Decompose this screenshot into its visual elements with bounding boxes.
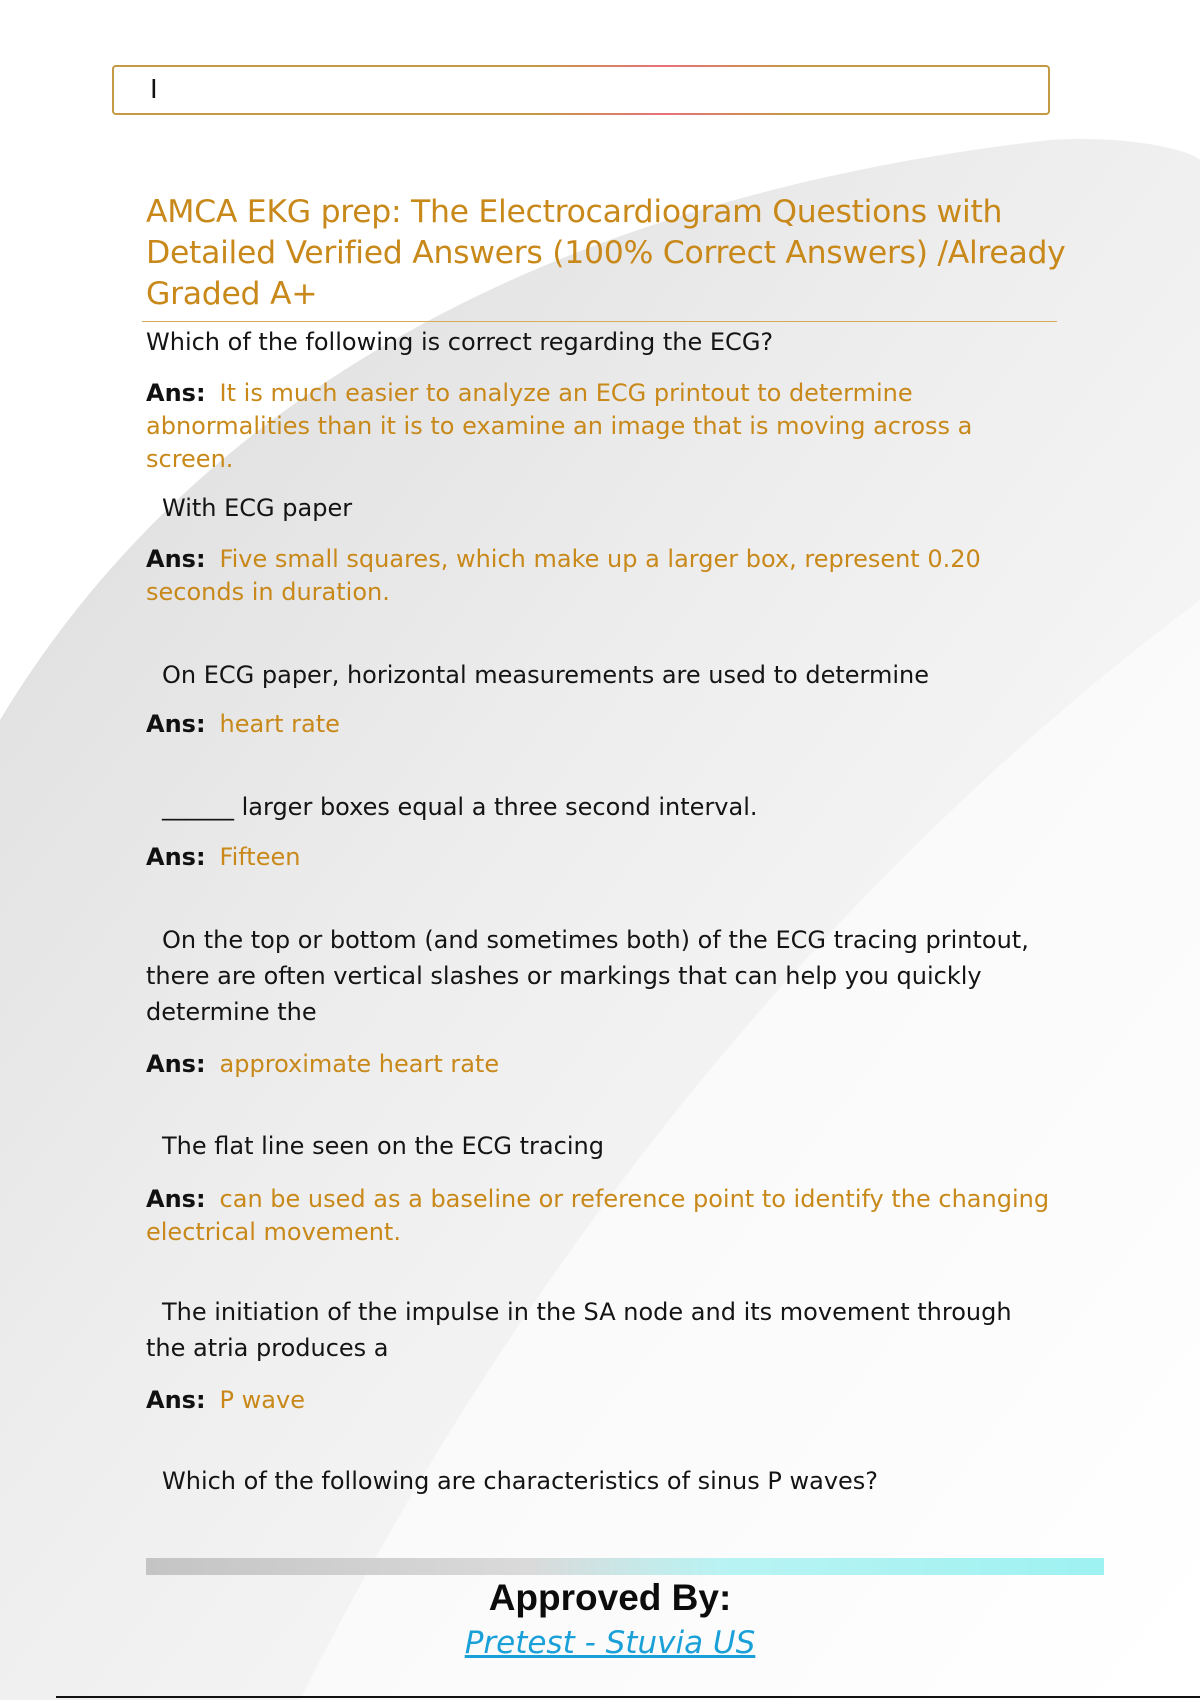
question-2: With ECG paper [162,494,353,522]
title-divider [142,321,1057,322]
answer-label: Ans: [146,379,206,407]
answer-text: P wave [219,1386,305,1414]
question-6: The flat line seen on the ECG tracing [162,1132,604,1160]
answer-text: heart rate [219,710,340,738]
answer-4 [146,841,1051,874]
question-7: The initiation of the impulse in the SA node and its movement through the atria produces a [146,1298,1012,1362]
approved-by-heading: Approved By: [488,1577,732,1618]
bottom-divider [56,1696,1200,1698]
answer-text: Five small squares, which make up a larger box, represent 0.20 seconds in duration. [146,545,981,606]
question-3: On ECG paper, horizontal measurements are used to determine [162,661,930,689]
question-8: Which of the following are characteristics of sinus P waves? [162,1467,879,1495]
answer-1 [146,377,1051,476]
document-title: AMCA EKG prep: The Electrocardiogram Questions with Detailed Verified Answers (100% Correct Answers) /Already Graded A+ [146,194,1066,312]
footer-bar [146,1558,1104,1575]
header-mark: I [150,75,158,105]
question-5: On the top or bottom (and sometimes both) of the ECG tracing printout, there are often vertical slashes or markings that can help you quickly determine the [146,926,1029,1026]
answer-6 [146,1183,1051,1249]
answer-3 [146,708,1051,741]
question-1: Which of the following is correct regarding the ECG? [146,328,774,356]
answer-label: Ans: [146,710,206,738]
answer-2 [146,543,1051,609]
approver-link[interactable]: Pretest - Stuvia US [464,1625,756,1661]
answer-5 [146,1048,1051,1081]
answer-text: can be used as a baseline or reference point to identify the changing electrical movement. [146,1185,1050,1246]
answer-label: Ans: [146,1386,206,1414]
answer-7 [146,1384,1051,1417]
question-4: ______ larger boxes equal a three second interval. [162,793,758,821]
answer-text: It is much easier to analyze an ECG printout to determine abnormalities than it is to examine an image that is moving across a screen. [146,379,973,473]
answer-label: Ans: [146,843,206,871]
header-box [112,65,1050,115]
answer-label: Ans: [146,1185,206,1213]
answer-label: Ans: [146,545,206,573]
answer-label: Ans: [146,1050,206,1078]
answer-text: approximate heart rate [219,1050,500,1078]
answer-text: Fifteen [219,843,301,871]
